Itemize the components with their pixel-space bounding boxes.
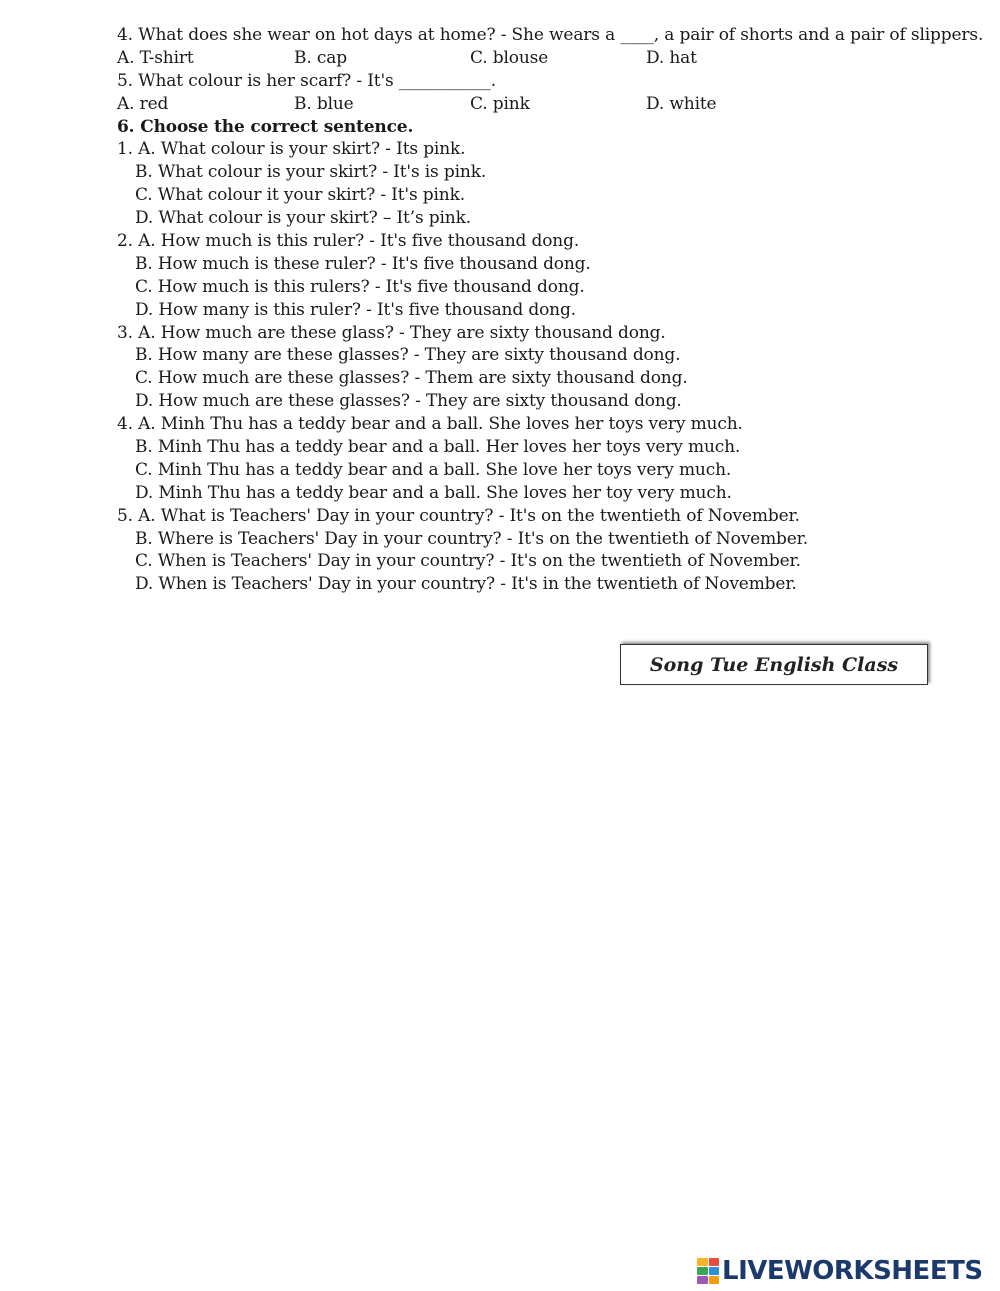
sentence-option: 1. A. What colour is your skirt? - Its pink. <box>117 139 466 160</box>
sentence-item-5 <box>117 505 977 597</box>
section-6-heading: 6. Choose the correct sentence. <box>117 116 414 137</box>
icon-block <box>697 1267 708 1275</box>
option-b: B. blue <box>294 93 354 114</box>
sentence-option: C. How much is this rulers? - It's five thousand dong. <box>135 276 585 297</box>
option-d: D. hat <box>646 47 697 68</box>
sentence-option: D. Minh Thu has a teddy bear and a ball. She loves her toy very much. <box>135 482 732 503</box>
sentence-item-4 <box>117 413 977 505</box>
option-c: C. blouse <box>470 47 549 68</box>
sentence-option: D. When is Teachers' Day in your country? - It's in the twentieth of November. <box>135 574 797 595</box>
class-name-box: Song Tue English Class <box>620 644 928 685</box>
liveworksheets-icon <box>697 1258 719 1284</box>
option-a: A. T-shirt <box>117 47 194 68</box>
sentence-option: B. What colour is your skirt? - It's is pink. <box>135 162 487 183</box>
option-d: D. white <box>646 93 717 114</box>
sentence-option: 2. A. How much is this ruler? - It's five thousand dong. <box>117 231 580 252</box>
sentence-option: B. How many are these glasses? - They are sixty thousand dong. <box>135 345 681 366</box>
option-b: B. cap <box>294 47 347 68</box>
liveworksheets-logo[interactable] <box>697 1257 983 1285</box>
icon-block <box>697 1258 708 1266</box>
option-c: C. pink <box>470 93 530 114</box>
question-4-options <box>117 47 977 70</box>
icon-block <box>697 1276 708 1284</box>
sentence-option: B. How much is these ruler? - It's five thousand dong. <box>135 253 591 274</box>
question-4: 4. What does she wear on hot days at home? - She wears a ____, a pair of shorts and a pair of slippers. <box>117 25 984 45</box>
sentence-option: 3. A. How much are these glass? - They are sixty thousand dong. <box>117 322 666 343</box>
sentence-option: C. When is Teachers' Day in your country? - It's on the twentieth of November. <box>135 551 801 572</box>
sentence-option: C. How much are these glasses? - Them are sixty thousand dong. <box>135 368 688 389</box>
option-a: A. red <box>117 93 169 114</box>
question-5-options <box>117 93 977 116</box>
sentence-item-1 <box>117 138 977 230</box>
icon-block <box>709 1258 720 1266</box>
icon-block <box>709 1267 720 1275</box>
question-5: 5. What colour is her scarf? - It's ___________. <box>117 70 496 91</box>
sentence-item-3 <box>117 322 977 414</box>
sentence-option: D. What colour is your skirt? – It’s pink. <box>135 208 472 229</box>
sentence-option: 4. A. Minh Thu has a teddy bear and a ball. She loves her toys very much. <box>117 414 743 435</box>
sentence-option: B. Minh Thu has a teddy bear and a ball. Her loves her toys very much. <box>135 437 741 458</box>
worksheet-content <box>117 24 984 596</box>
sentence-option: 5. A. What is Teachers' Day in your country? - It's on the twentieth of November. <box>117 505 800 526</box>
sentence-item-2 <box>117 230 977 322</box>
icon-block <box>709 1276 720 1284</box>
liveworksheets-text: LIVEWORKSHEETS <box>722 1256 983 1286</box>
sentence-option: C. What colour it your skirt? - It's pink. <box>135 185 466 206</box>
sentence-option: D. How many is this ruler? - It's five thousand dong. <box>135 299 576 320</box>
sentence-option: D. How much are these glasses? - They are sixty thousand dong. <box>135 391 682 412</box>
sentence-option: B. Where is Teachers' Day in your country? - It's on the twentieth of November. <box>135 528 809 549</box>
sentence-option: C. Minh Thu has a teddy bear and a ball. She love her toys very much. <box>135 459 732 480</box>
